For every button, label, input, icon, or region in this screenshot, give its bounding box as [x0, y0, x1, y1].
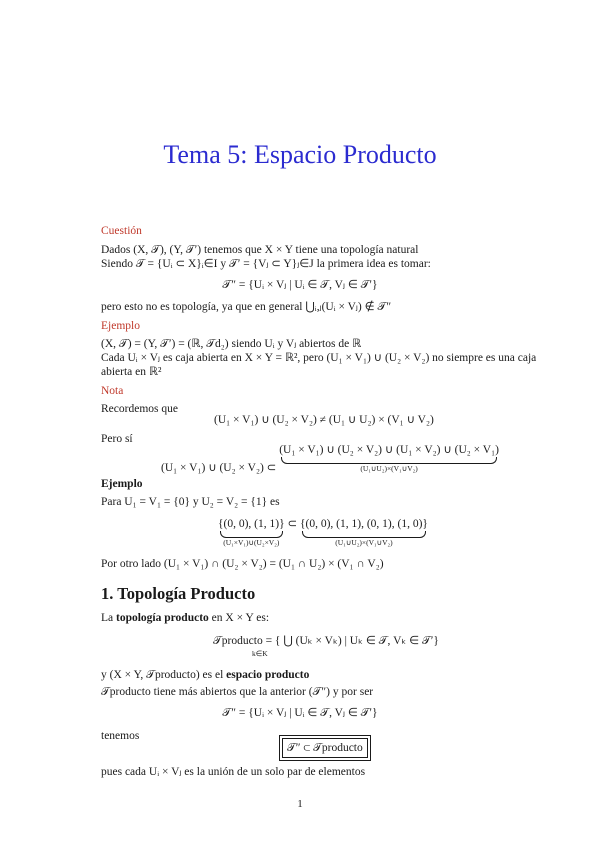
underbrace-right-group [300, 517, 428, 547]
section-formula-2: 𝒯″ = {Uᵢ × Vⱼ | Uᵢ ∈ 𝒯, Vⱼ ∈ 𝒯′} [222, 707, 378, 719]
producto-formula [213, 634, 439, 648]
section-heading: 1. Topología Producto [101, 584, 256, 603]
boxed-formula: 𝒯″ ⊂ 𝒯producto [282, 738, 368, 758]
espacio-line-a: y (X × Y, 𝒯producto) es el [101, 669, 227, 681]
underbrace-group [279, 443, 499, 473]
producto-formula-sub: k∈K [252, 649, 268, 658]
section-intro [101, 611, 269, 625]
tenemos-text: tenemos [101, 730, 140, 742]
underbrace-right-shape [302, 531, 426, 538]
cuestion-line-1: Dados (X, 𝒯), (Y, 𝒯′) tenemos que X × Y tiene una topología natural [101, 244, 419, 256]
nota-formula-1: (U₁ × V₁) ∪ (U₂ × V₂) ≠ (U₁ ∪ U₂) × (V₁ ∪ V₂) [214, 414, 434, 426]
section-intro-a: La [101, 612, 117, 624]
ejemplo-2-formula [218, 517, 428, 549]
cuestion-line-3: pero esto no es topología, ya que en general ⋃ᵢ,ⱼ(Uᵢ × Vⱼ) ∉ 𝒯″ [101, 301, 392, 313]
ejemplo-label: Ejemplo [101, 320, 140, 332]
section-last-line: pues cada Uᵢ × Vⱼ es la unión de un solo par de elementos [101, 766, 366, 778]
ejemplo-line-2: Cada Uᵢ × Vⱼ es caja abierta en X × Y = ℝ², pero (U₁ × V₁) ∪ (U₂ × V₂) no siempre es una caja [101, 352, 537, 364]
underbrace-content: (U₁ × V₁) ∪ (U₂ × V₂) ∪ (U₁ × V₂) ∪ (U₂ × V₁) [279, 444, 499, 456]
ejemplo-line-1: (X, 𝒯) = (Y, 𝒯′) = (ℝ, 𝒯d₂) siendo Uᵢ y Vⱼ abiertos de ℝ [101, 338, 362, 350]
section-intro-bold: topología producto [116, 612, 209, 624]
espacio-producto-line [101, 668, 309, 682]
nota-line-2: Pero sí [101, 433, 133, 445]
nota-line-1: Recordemos que [101, 403, 178, 415]
nota-formula-2 [161, 443, 499, 475]
underbrace-right-content: {(0, 0), (1, 1), (0, 1), (1, 0)} [300, 518, 428, 530]
underbrace-left-content: {(0, 0), (1, 1)} [218, 518, 285, 530]
page-title: Tema 5: Espacio Producto [163, 140, 437, 169]
boxed-result [282, 738, 368, 758]
ejemplo-2-label: Ejemplo [101, 478, 143, 490]
cuestion-line-2: Siendo 𝒯 = {Uᵢ ⊂ X}ᵢ∈I y 𝒯′ = {Vⱼ ⊂ Y}ⱼ∈J la primera idea es tomar: [101, 258, 431, 270]
formula-2-left: (U₁ × V₁) ∪ (U₂ × V₂) ⊂ [161, 462, 277, 474]
producto-formula-main: 𝒯producto = { ⋃ (Uₖ × Vₖ) | Uₖ ∈ 𝒯, Vₖ ∈ 𝒯′} [213, 635, 439, 647]
underbrace-right-label: (U₁∪U₂)×(V₁∪V₂) [335, 538, 393, 547]
cuestion-label: Cuestión [101, 225, 142, 237]
section-intro-b: en X × Y es: [208, 612, 270, 624]
espacio-line-bold: espacio producto [226, 669, 310, 681]
ejemplo-2-line-2: Por otro lado (U₁ × V₁) ∩ (U₂ × V₂) = (U₁ ∩ U₂) × (V₁ ∩ V₂) [101, 558, 384, 570]
underbrace-shape [281, 457, 497, 464]
ejemplo-line-3: abierta en ℝ² [101, 366, 162, 378]
cuestion-formula: 𝒯″ = {Uᵢ × Vⱼ | Uᵢ ∈ 𝒯, Vⱼ ∈ 𝒯′} [222, 279, 378, 291]
underbrace-label: (U₁∪U₂)×(V₁∪V₂) [360, 464, 418, 473]
section-line-2: 𝒯producto tiene más abiertos que la anterior (𝒯″) y por ser [101, 686, 374, 698]
page-number: 1 [297, 798, 303, 810]
ejemplo-2-line-1: Para U₁ = V₁ = {0} y U₂ = V₂ = {1} es [101, 496, 280, 508]
underbrace-left-group [218, 517, 285, 547]
underbrace-left-label: (U₁×V₁)∪(U₂×V₂) [223, 538, 280, 547]
underbrace-left-shape [220, 531, 283, 538]
nota-label: Nota [101, 385, 124, 397]
subset-symbol: ⊂ [287, 518, 298, 530]
